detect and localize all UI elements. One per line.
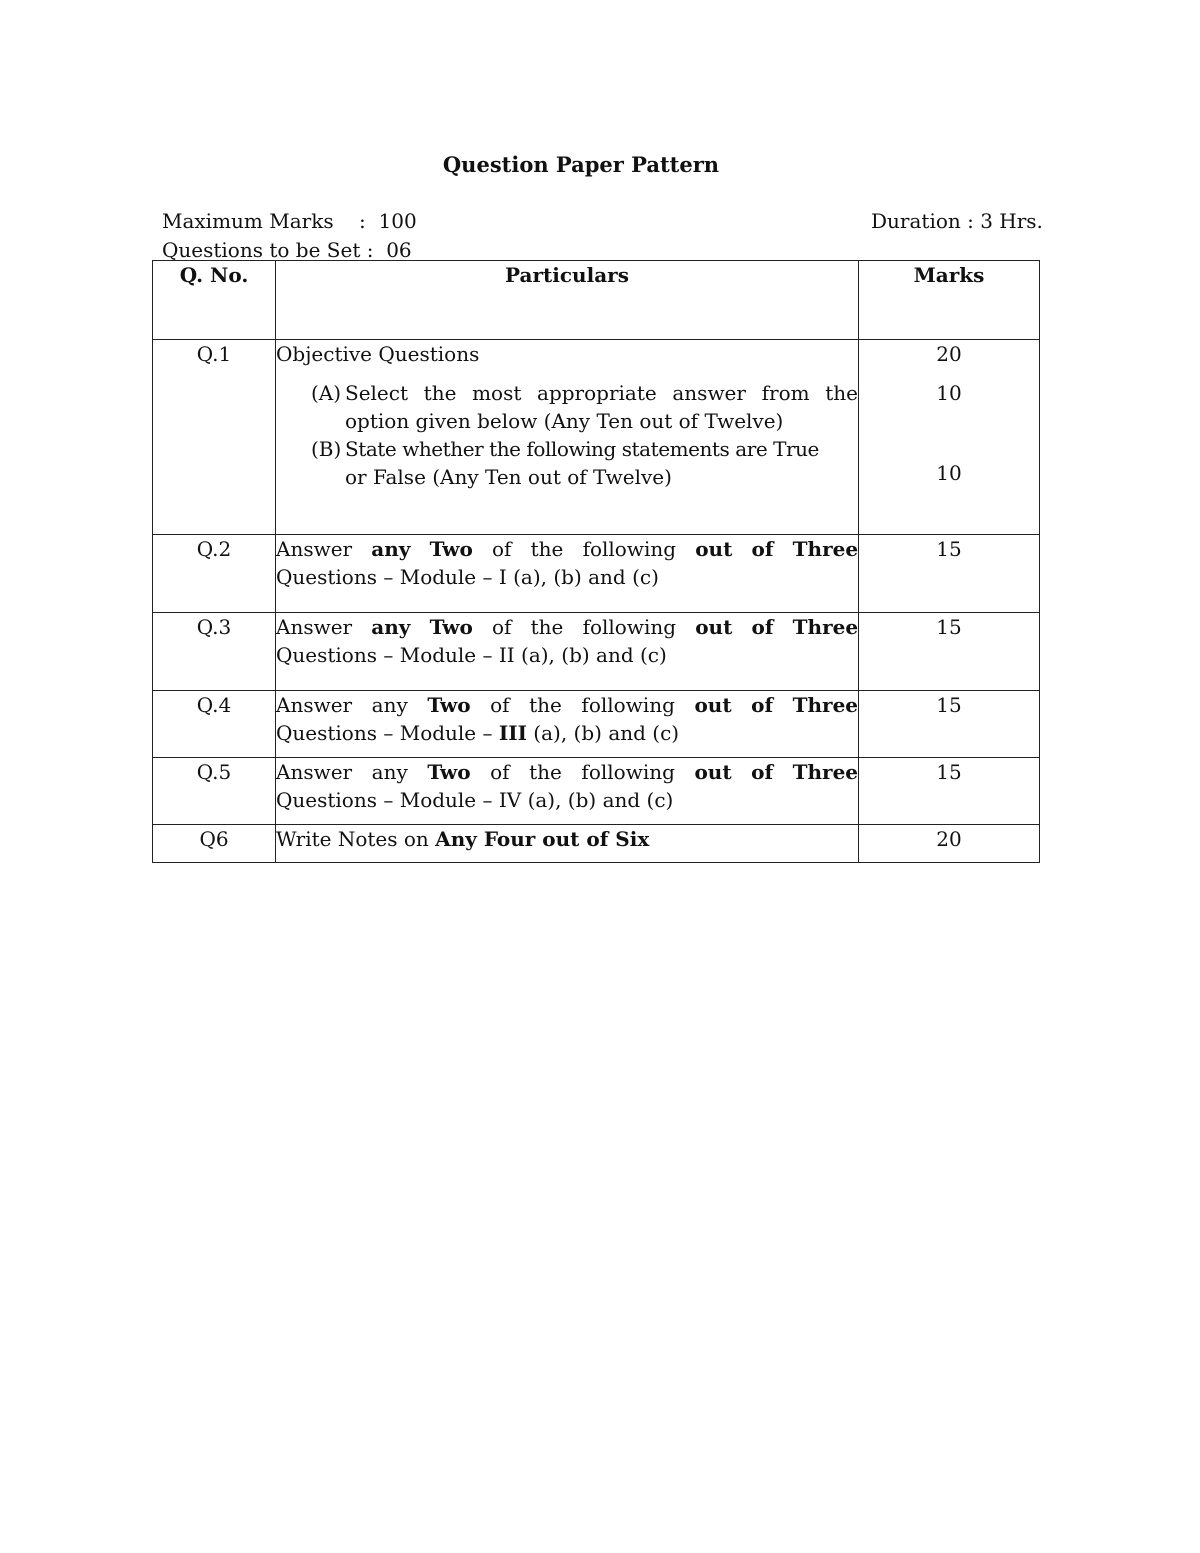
max-marks-label: Maximum Marks [162, 209, 334, 233]
qno-cell: Q6 [153, 825, 276, 863]
max-marks-value: 100 [378, 209, 417, 233]
meta-left [162, 207, 417, 265]
q1-sub-b-marks: 10 [936, 461, 962, 485]
qno-cell: Q.3 [153, 613, 276, 691]
q5-line1: Answer any Two of the following out of Three [276, 760, 859, 784]
header-qno: Q. No. [153, 261, 276, 340]
marks-cell: 15 [859, 535, 1040, 613]
q2-line2: Questions – Module – I (a), (b) and (c) [276, 565, 659, 589]
marks-cell: 20 [859, 825, 1040, 863]
particulars-cell [276, 613, 859, 691]
question-pattern-table [152, 260, 1040, 863]
table-row [153, 691, 1040, 758]
table-row [153, 758, 1040, 825]
max-marks-line [162, 207, 417, 236]
q2-line1: Answer any Two of the following out of Three [276, 537, 859, 561]
q1-title: Objective Questions [276, 342, 480, 366]
particulars-cell [276, 340, 859, 535]
marks-cell [859, 340, 1040, 535]
table-header-row [153, 261, 1040, 340]
sub-b-label: (B) [311, 437, 342, 461]
sub-b-line1: State whether the following statements are True [345, 437, 819, 461]
particulars-cell: Write Notes on Any Four out of Six [276, 825, 859, 863]
q4-line2: Questions – Module – III (a), (b) and (c) [276, 721, 680, 745]
particulars-cell [276, 535, 859, 613]
sub-b-line2: or False (Any Ten out of Twelve) [345, 465, 672, 489]
particulars-cell [276, 691, 859, 758]
q3-line1: Answer any Two of the following out of Three [276, 615, 859, 639]
q5-line2: Questions – Module – IV (a), (b) and (c) [276, 788, 674, 812]
marks-cell: 15 [859, 758, 1040, 825]
marks-cell: 15 [859, 613, 1040, 691]
sub-a-line1: Select the most appropriate answer from the [345, 381, 858, 405]
marks-cell: 15 [859, 691, 1040, 758]
qno-cell: Q.5 [153, 758, 276, 825]
table-row [153, 340, 1040, 535]
header-particulars: Particulars [276, 261, 859, 340]
qno-cell: Q.2 [153, 535, 276, 613]
table-row [153, 535, 1040, 613]
max-marks-sep: : [359, 209, 366, 233]
q1-sub-a-marks: 10 [936, 381, 962, 405]
sub-a-line2: option given below (Any Ten out of Twelve) [345, 409, 784, 433]
q1-sub-b [276, 435, 858, 491]
header-marks: Marks [859, 261, 1040, 340]
page-title: Question Paper Pattern [442, 152, 720, 177]
table-row [153, 825, 1040, 863]
questions-set-label: Questions to be Set : [162, 238, 374, 262]
qno-cell: Q.4 [153, 691, 276, 758]
q3-line2: Questions – Module – II (a), (b) and (c) [276, 643, 667, 667]
questions-set-value: 06 [386, 238, 412, 262]
q4-line1: Answer any Two of the following out of Three [276, 693, 859, 717]
qno-cell: Q.1 [153, 340, 276, 535]
q1-marks: 20 [936, 342, 962, 366]
duration: Duration : 3 Hrs. [871, 209, 1043, 233]
q1-sub-a [276, 379, 858, 435]
table-row [153, 613, 1040, 691]
sub-a-label: (A) [311, 381, 342, 405]
particulars-cell [276, 758, 859, 825]
